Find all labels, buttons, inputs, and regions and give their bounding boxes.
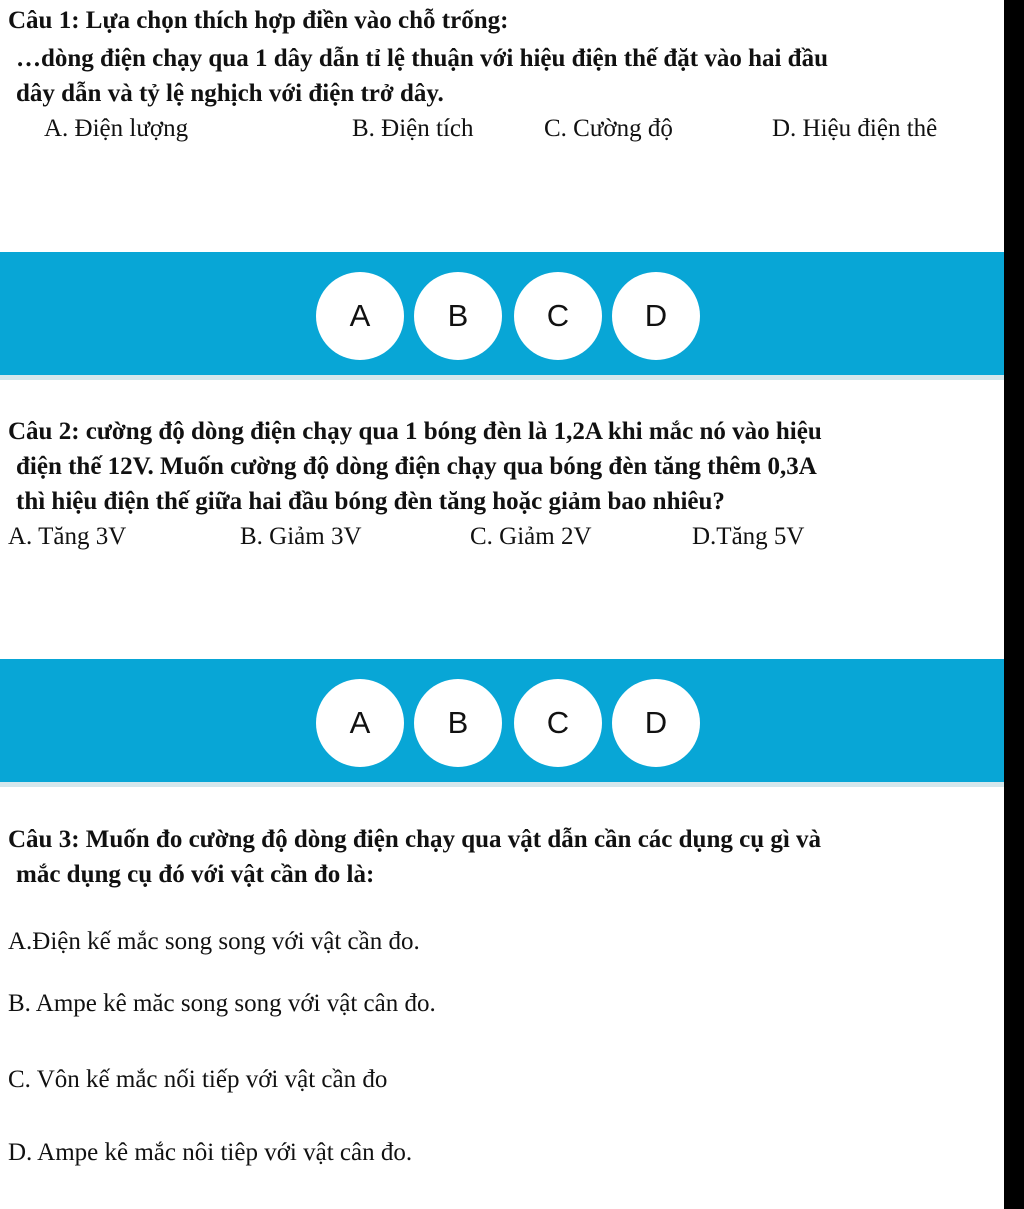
question-1-option-d: D. Hiệu điện thê bbox=[772, 115, 938, 142]
question-1-answer-d-button[interactable]: D bbox=[612, 272, 700, 360]
question-1-answer-b-button[interactable]: B bbox=[414, 272, 502, 360]
question-3-option-a: A.Điện kế mắc song song với vật cần đo. bbox=[8, 928, 420, 955]
question-1-answer-a-button[interactable]: A bbox=[316, 272, 404, 360]
question-2-option-a: A. Tăng 3V bbox=[8, 523, 127, 550]
question-3-option-c: C. Vôn kế mắc nối tiếp với vật cần đo bbox=[8, 1066, 388, 1093]
question-1-line-1: …dòng điện chạy qua 1 dây dẫn tỉ lệ thuận với hiệu điện thế đặt vào hai đầu bbox=[16, 45, 828, 72]
question-3-option-d: D. Ampe kê mắc nôi tiêp với vật cân đo. bbox=[8, 1139, 413, 1166]
question-1-option-c: C. Cường độ bbox=[544, 115, 673, 142]
question-3-title: Câu 3: Muốn đo cường độ dòng điện chạy qua vật dẫn cần các dụng cụ gì và bbox=[8, 826, 822, 853]
question-1-answer-bar bbox=[0, 252, 1004, 380]
question-2-answer-c-button[interactable]: C bbox=[514, 679, 602, 767]
question-1-line-2: dây dẫn và tỷ lệ nghịch với điện trở dây. bbox=[16, 80, 444, 107]
right-edge-bar bbox=[1004, 0, 1024, 1209]
question-2-answer-a-button[interactable]: A bbox=[316, 679, 404, 767]
question-1-option-a: A. Điện lượng bbox=[44, 115, 189, 142]
question-2-title: Câu 2: cường độ dòng điện chạy qua 1 bóng đèn là 1,2A khi mắc nó vào hiệu bbox=[8, 418, 822, 445]
question-1-option-b: B. Điện tích bbox=[352, 115, 474, 142]
question-3-line-1: mắc dụng cụ đó với vật cần đo là: bbox=[16, 861, 375, 888]
question-1-answer-c-button[interactable]: C bbox=[514, 272, 602, 360]
question-2-answer-bar bbox=[0, 659, 1004, 787]
question-2-option-b: B. Giảm 3V bbox=[240, 523, 362, 550]
question-2-answer-b-button[interactable]: B bbox=[414, 679, 502, 767]
question-2-option-c: C. Giảm 2V bbox=[470, 523, 592, 550]
question-2-option-d: D.Tăng 5V bbox=[692, 523, 805, 550]
question-3-option-b: B. Ampe kê măc song song với vật cân đo. bbox=[8, 990, 436, 1017]
question-2-line-1: điện thế 12V. Muốn cường độ dòng điện chạy qua bóng đèn tăng thêm 0,3A bbox=[16, 453, 817, 480]
question-2-answer-d-button[interactable]: D bbox=[612, 679, 700, 767]
question-2-line-2: thì hiệu điện thế giữa hai đầu bóng đèn tăng hoặc giảm bao nhiêu? bbox=[16, 488, 725, 515]
question-1-title: Câu 1: Lựa chọn thích hợp điền vào chỗ trống: bbox=[8, 7, 509, 34]
